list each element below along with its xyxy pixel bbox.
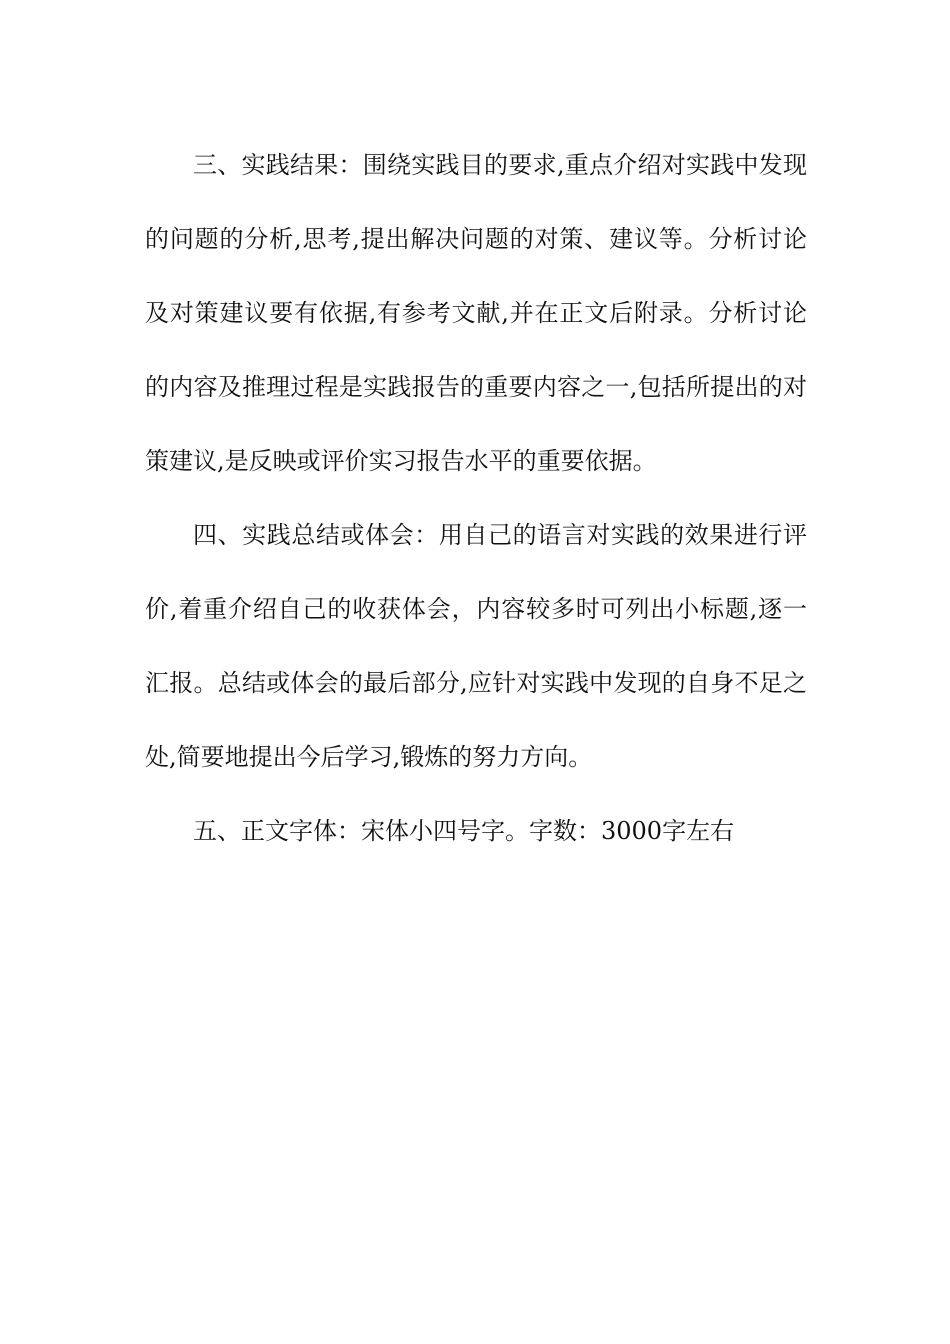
paragraph-practice-results: 三、实践结果：围绕实践目的要求,重点介绍对实践中发现的问题的分析,思考,提出解决问题的对策、建议等。分析讨论及对策建议要有依据,有参考文献,并在正文后附录。分析讨论的内容及推理过程是实践报告的重要内容之一,包括所提出的对策建议,是反映或评价实习报告水平的重要依据。	[145, 151, 807, 475]
paragraph-font-requirements: 五、正文字体：宋体小四号字。字数：3000字左右	[193, 817, 735, 845]
document-body	[145, 128, 807, 868]
paragraph-practice-summary: 四、实践总结或体会：用自己的语言对实践的效果进行评价,着重介绍自己的收获体会，内容较多时可列出小标题,逐一汇报。总结或体会的最后部分,应针对实践中发现的自身不足之处,简要地提出今后学习,锻炼的努力方向。	[145, 521, 807, 771]
